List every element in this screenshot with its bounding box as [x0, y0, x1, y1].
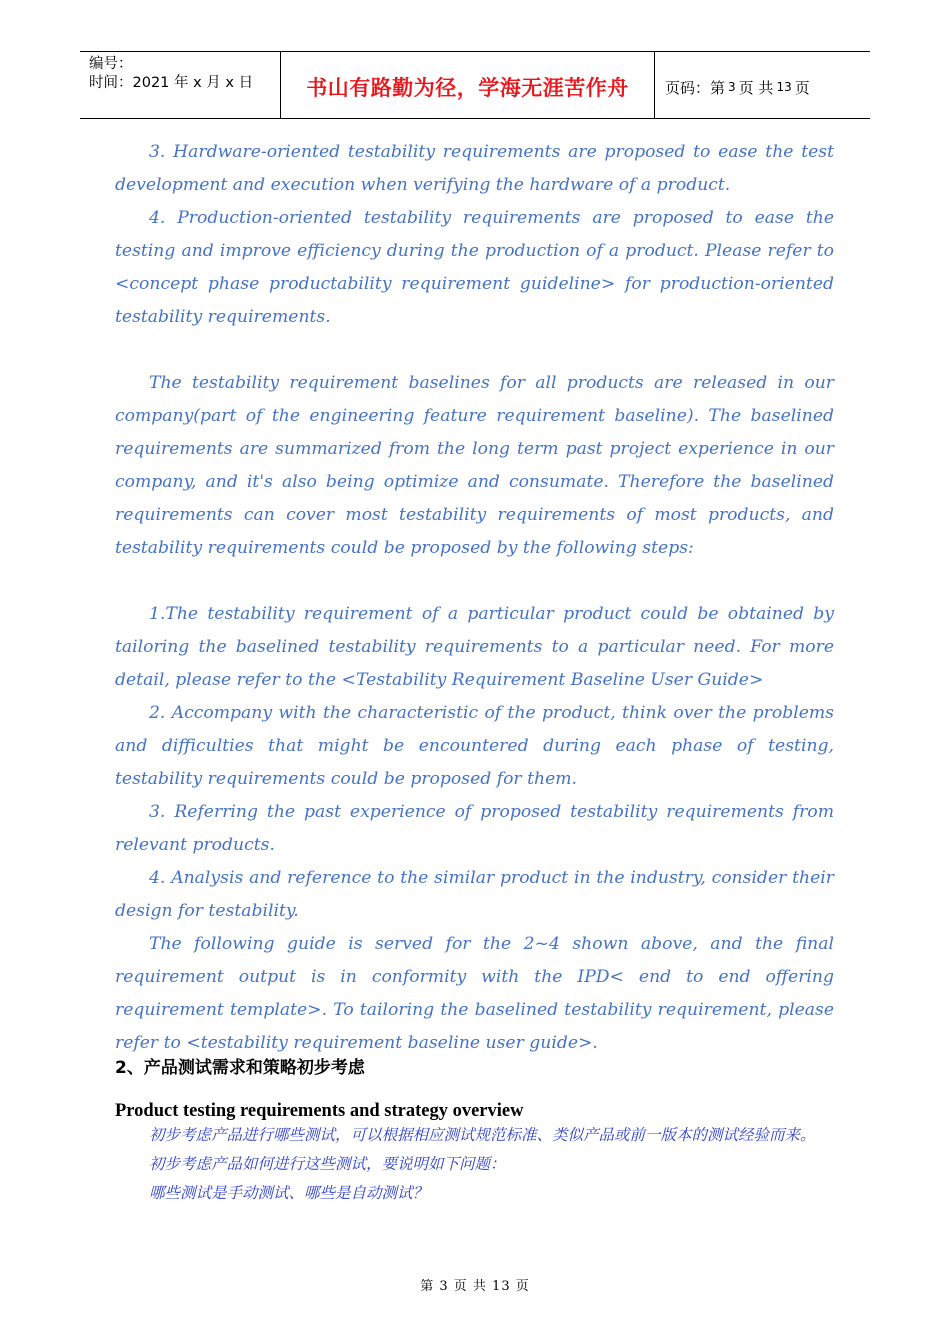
document-number-label: 编号：	[89, 56, 133, 72]
header-page-info	[655, 52, 870, 118]
paragraph-step-3: 3. Referring the past experience of proposed testability requirements from relevant products.	[115, 802, 834, 855]
paragraph-step-1: 1.The testability requirement of a particular product could be obtained by tailoring the baselined testability requirements to a particular need. For more detail, please refer to the <Testability Requirement Baseline User Guide>	[115, 604, 834, 690]
page-header	[80, 51, 870, 119]
body-content	[115, 136, 834, 1060]
page-suffix: 页	[794, 78, 810, 97]
document-date-label: 时间：2021 年 x 月 x 日	[89, 75, 254, 91]
header-motto: 书山有路勤为径，学海无涯苦作舟	[281, 52, 655, 118]
chinese-content	[115, 1121, 840, 1208]
page-current: 3	[728, 80, 736, 94]
header-meta	[80, 52, 281, 118]
paragraph-guide: The following guide is served for the 2~4 shown above, and the final requirement output is in conformity with the IPD< end to end offering requirement template>. To tailoring the baselined testability requirement, please refer to <testability requirement baseline user guide>.	[115, 934, 834, 1053]
paragraph-step-2: 2. Accompany with the characteristic of the product, think over the problems and difficulties that might be encountered during each phase of testing, testability requirements could be proposed for them.	[115, 703, 834, 789]
section-heading-en: Product testing requirements and strategy overview	[115, 1101, 524, 1121]
cn-paragraph-3: 哪些测试是手动测试、哪些是自动测试？	[149, 1184, 429, 1202]
cn-paragraph-1: 初步考虑产品进行哪些测试，可以根据相应测试规范标准、类似产品或前一版本的测试经验而来。	[149, 1126, 816, 1144]
page-prefix: 页码：第	[665, 78, 726, 97]
paragraph-baselines: The testability requirement baselines for all products are released in our company(part of the engineering feature requirement baseline). The baselined requirements are summarized from the long term past project experience in our company, and it's also being optimize and consumate. Therefore the baselined requirements can cover most testability requirements of most products, and testability requirements could be proposed by the following steps:	[115, 373, 834, 558]
cn-paragraph-2: 初步考虑产品如何进行这些测试，要说明如下问题：	[149, 1155, 506, 1173]
page-total: 13	[776, 80, 792, 94]
page-footer: 第 3 页 共 13 页	[420, 1279, 530, 1294]
page-mid: 页 共	[738, 78, 774, 97]
section-heading-cn: 2、产品测试需求和策略初步考虑	[115, 1058, 365, 1078]
paragraph-hardware: 3. Hardware-oriented testability requirements are proposed to ease the test development and execution when verifying the hardware of a product.	[115, 142, 834, 195]
paragraph-production: 4. Production-oriented testability requirements are proposed to ease the testing and improve efficiency during the production of a product. Please refer to <concept phase productability requirement guideline> for production-oriented testability requirements.	[115, 208, 834, 327]
paragraph-step-4: 4. Analysis and reference to the similar product in the industry, consider their design for testability.	[115, 868, 834, 921]
